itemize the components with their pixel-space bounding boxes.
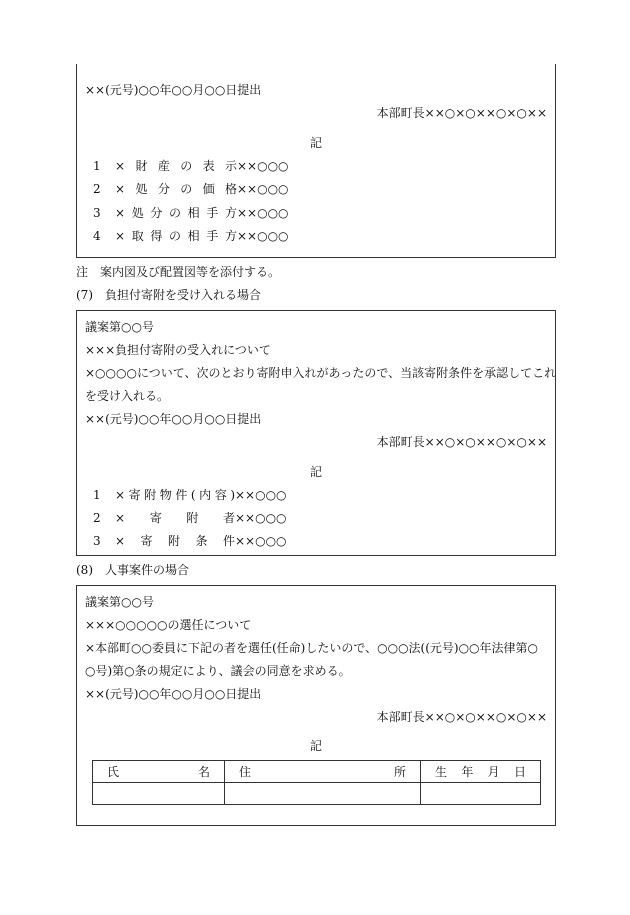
bill-body-cont: ○号)第○条の規定により、議会の同意を求める。 (85, 664, 351, 678)
item-value: ××○○○ (237, 229, 289, 243)
table-header-row (93, 761, 541, 783)
item-value: ××○○○ (235, 534, 287, 548)
item-label: ×寄附物件(内容) (115, 488, 235, 502)
list-item: 2 ×寄附者××○○○ (93, 511, 287, 525)
list-item: 3 ×処分の相手方××○○○ (93, 206, 289, 220)
item-value: ××○○○ (237, 206, 289, 220)
bill-subject: ×××負担付寄附の受入れについて (85, 343, 271, 357)
column-header-address: 住所 (225, 761, 421, 783)
item-label: ×寄附者 (115, 511, 235, 525)
section8-box (76, 585, 556, 826)
section-heading-8: (8) 人事案件の場合 (76, 563, 189, 577)
ki-heading: 記 (309, 739, 322, 753)
column-header-birthdate: 生年月日 (421, 761, 541, 783)
bill-number: 議案第○○号 (85, 320, 154, 334)
item-value: ××○○○ (235, 488, 287, 502)
item-value: ××○○○ (235, 511, 287, 525)
list-item: 1 ×寄附物件(内容)××○○○ (93, 488, 287, 502)
section6-box (76, 64, 556, 258)
submission-date: ××(元号)○○年○○月○○日提出 (85, 687, 262, 701)
list-item: 3 ×寄附条件××○○○ (93, 534, 287, 548)
bill-subject: ×××○○○○○の選任について (85, 618, 252, 632)
signatory: 本部町長××○×○××○×○×× (376, 435, 547, 449)
submission-date: ××(元号)○○年○○月○○日提出 (85, 412, 262, 426)
item-label: ×取得の相手方 (115, 229, 237, 243)
table-cell-address (225, 783, 421, 805)
item-label: ×財産の表示 (115, 159, 237, 173)
list-item: 1 ×財産の表示××○○○ (93, 159, 289, 173)
bill-number: 議案第○○号 (85, 595, 154, 609)
column-header-name: 氏名 (93, 761, 225, 783)
bill-body-cont: を受け入れる。 (85, 389, 170, 403)
signatory: 本部町長××○×○××○×○×× (376, 106, 547, 120)
item-value: ××○○○ (237, 182, 289, 196)
section7-box (76, 310, 556, 556)
ki-heading: 記 (309, 465, 322, 479)
bill-body: ×本部町○○委員に下記の者を選任(任命)したいので、○○○法((元号)○○年法律第○ (85, 641, 538, 655)
bill-body: ×○○○○について、次のとおり寄附申入れがあったので、当該寄附条件を承認してこれ (85, 366, 557, 380)
item-label: ×処分の価格 (115, 182, 237, 196)
submission-date: ××(元号)○○年○○月○○日提出 (85, 83, 262, 97)
list-item: 2 ×処分の価格××○○○ (93, 182, 289, 196)
item-value: ××○○○ (237, 159, 289, 173)
list-item: 4 ×取得の相手方××○○○ (93, 229, 289, 243)
table-cell-name (93, 783, 225, 805)
person-table (92, 760, 541, 805)
attachment-note: 注 案内図及び配置図等を添付する。 (76, 265, 281, 279)
table-row (93, 783, 541, 805)
ki-heading: 記 (309, 136, 322, 150)
signatory: 本部町長××○×○××○×○×× (376, 710, 547, 724)
item-label: ×処分の相手方 (115, 206, 237, 220)
section-heading-7: (7) 負担付寄附を受け入れる場合 (76, 288, 261, 302)
table-cell-birthdate (421, 783, 541, 805)
item-label: ×寄附条件 (115, 534, 235, 548)
